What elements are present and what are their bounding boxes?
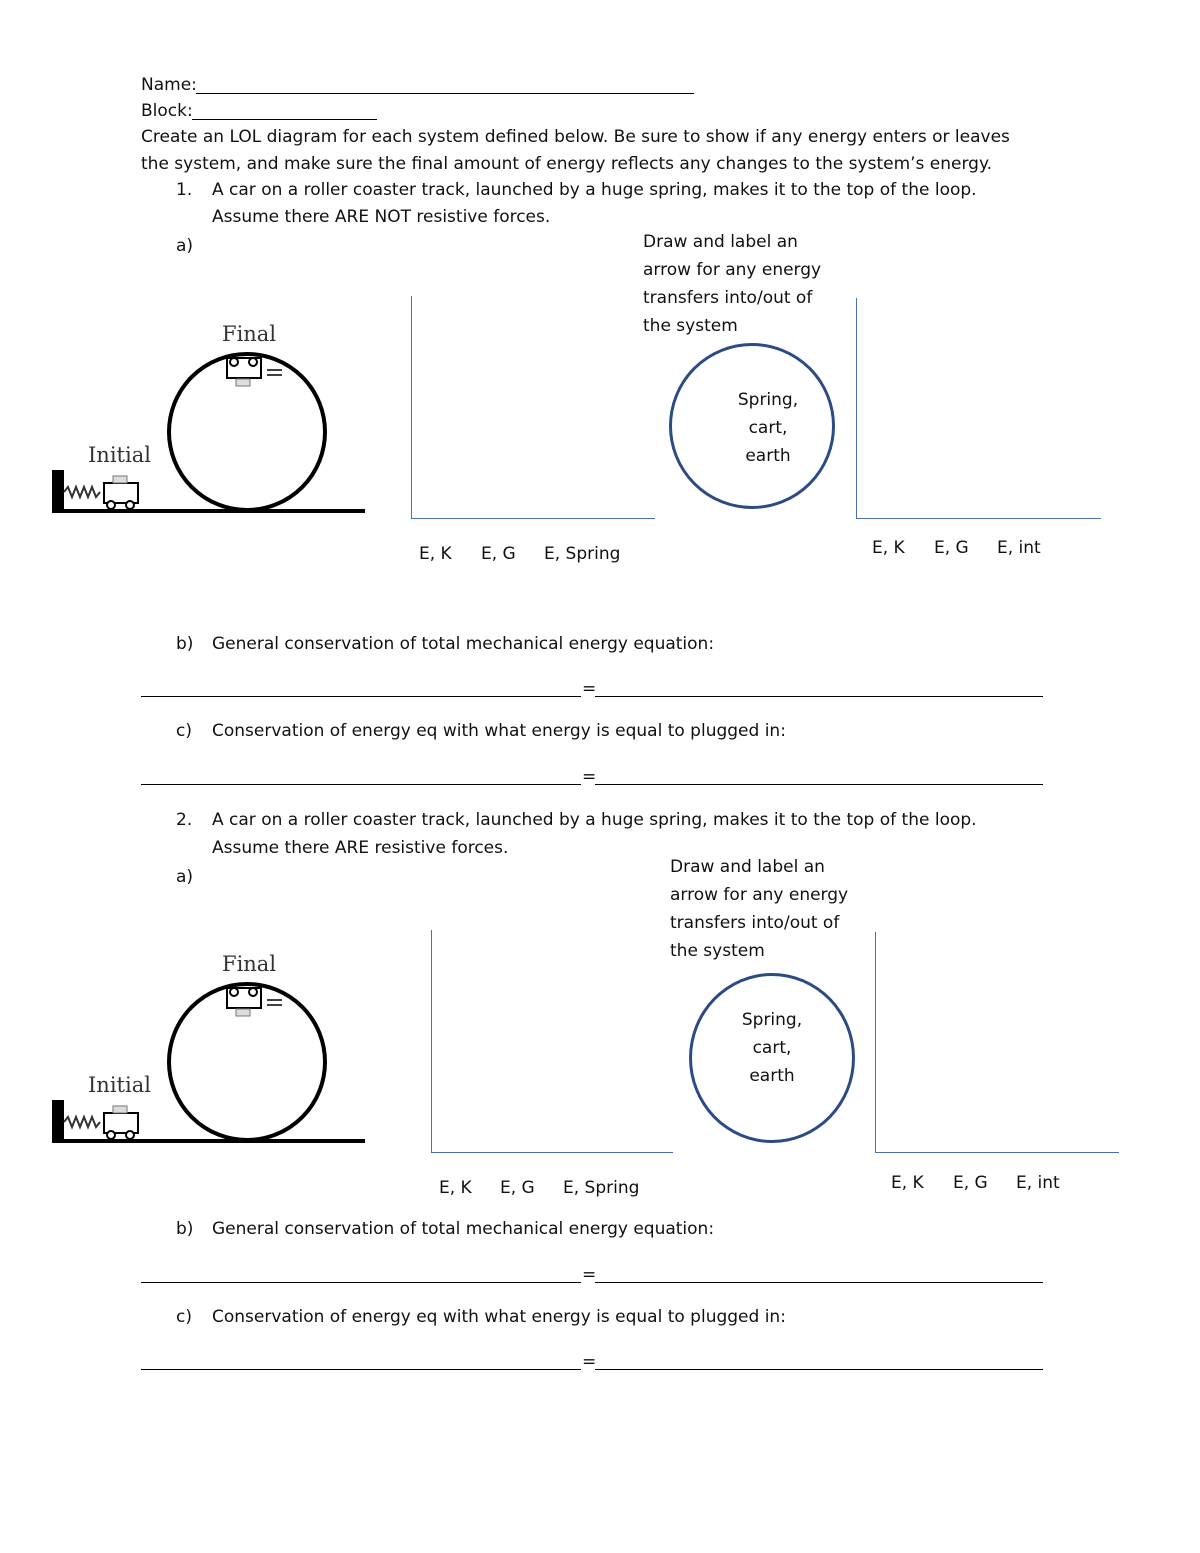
q1-b-left-blank[interactable] [141, 696, 581, 697]
q2-text-line-1: A car on a roller coaster track, launched by a huge spring, makes it to the top of the loop. [212, 810, 977, 830]
q2-final-label: Final [222, 952, 277, 976]
q2-system-item-earth: earth [749, 1066, 795, 1086]
q2-left-bar-chart-y-axis [431, 930, 432, 1152]
q2-left-bar-chart-x-axis [431, 1152, 673, 1153]
name-label: Name: [141, 75, 197, 95]
q1-b-equals: = [582, 679, 597, 699]
q1-text-line-1: A car on a roller coaster track, launched by a huge spring, makes it to the top of the loop. [212, 180, 977, 200]
spring-wall [52, 470, 64, 512]
initial-cart-icon [104, 476, 138, 509]
q1-b-right-blank[interactable] [595, 696, 1043, 697]
q1-right-bar-chart-y-axis [856, 298, 857, 518]
q1-right-bar-chart-x-axis [856, 518, 1101, 519]
q2-system-item-spring: Spring, [741, 1010, 803, 1030]
q1-c-right-blank[interactable] [595, 784, 1043, 785]
q1-part-b-label: b) [176, 634, 194, 654]
q1-part-c-text: Conservation of energy eq with what energy is equal to plugged in: [212, 721, 786, 741]
q1-left-bar-label-ek: E, K [419, 544, 452, 564]
q2-right-bar-label-ek: E, K [891, 1173, 924, 1193]
block-label: Block: [141, 101, 193, 121]
q1-right-bar-label-eg: E, G [934, 538, 969, 558]
q1-right-bar-label-ek: E, K [872, 538, 905, 558]
q2-c-equals: = [582, 1352, 597, 1372]
q2-part-b-label: b) [176, 1219, 194, 1239]
q1-system-item-earth: earth [745, 446, 791, 466]
spring-icon [64, 1117, 100, 1127]
q1-roller-coaster-figure [50, 350, 370, 520]
q1-system-item-cart: cart, [748, 418, 788, 438]
initial-cart-icon [104, 1106, 138, 1139]
q1-part-c-label: c) [176, 721, 192, 741]
q1-system-item-spring: Spring, [737, 390, 799, 410]
q2-system-label [722, 1006, 822, 1090]
q2-number: 2. [176, 810, 193, 830]
q2-arrow-note-line-1: Draw and label an [670, 857, 825, 877]
spring-icon [64, 487, 100, 497]
q1-final-label: Final [222, 322, 277, 346]
q2-left-bar-label-eg: E, G [500, 1178, 535, 1198]
q1-c-left-blank[interactable] [141, 784, 581, 785]
q2-left-bar-label-espring: E, Spring [563, 1178, 640, 1198]
q2-part-b-text: General conservation of total mechanical energy equation: [212, 1219, 715, 1239]
q1-left-bar-chart-x-axis [411, 518, 655, 519]
q2-arrow-note-line-4: the system [670, 941, 765, 961]
q1-arrow-note-line-4: the system [643, 316, 738, 336]
q2-arrow-note-line-3: transfers into/out of [670, 913, 840, 933]
q2-right-bar-chart-x-axis [875, 1152, 1119, 1153]
q2-arrow-note-line-2: arrow for any energy [670, 885, 849, 905]
q1-system-label [718, 386, 818, 470]
name-field-line[interactable] [196, 93, 694, 94]
q1-left-bar-chart-y-axis [411, 296, 412, 518]
q2-roller-coaster-figure [50, 980, 370, 1150]
q2-part-c-label: c) [176, 1307, 192, 1327]
q2-right-bar-label-eint: E, int [1016, 1173, 1060, 1193]
spring-wall [52, 1100, 64, 1142]
q1-left-bar-label-espring: E, Spring [544, 544, 621, 564]
q2-text-line-2: Assume there ARE resistive forces. [212, 838, 509, 858]
final-cart-icon [227, 988, 282, 1016]
final-cart-icon [227, 358, 282, 386]
q1-arrow-note-line-1: Draw and label an [643, 232, 798, 252]
q2-left-bar-label-ek: E, K [439, 1178, 472, 1198]
q1-c-equals: = [582, 767, 597, 787]
q1-part-b-text: General conservation of total mechanical energy equation: [212, 634, 715, 654]
q1-right-bar-label-eint: E, int [997, 538, 1041, 558]
q2-c-right-blank[interactable] [595, 1369, 1043, 1370]
q2-b-right-blank[interactable] [595, 1282, 1043, 1283]
q1-arrow-note-line-3: transfers into/out of [643, 288, 813, 308]
q1-initial-label: Initial [88, 443, 151, 467]
q2-b-left-blank[interactable] [141, 1282, 581, 1283]
q2-right-bar-chart-y-axis [875, 932, 876, 1152]
q1-left-bar-label-eg: E, G [481, 544, 516, 564]
q1-arrow-note-line-2: arrow for any energy [643, 260, 822, 280]
q1-number: 1. [176, 180, 193, 200]
q2-system-item-cart: cart, [752, 1038, 792, 1058]
q2-part-a-label: a) [176, 867, 194, 887]
q1-part-a-label: a) [176, 236, 194, 256]
q2-b-equals: = [582, 1265, 597, 1285]
instructions-line-2: the system, and make sure the final amount of energy reflects any changes to the system’s energy. [141, 154, 993, 174]
instructions-line-1: Create an LOL diagram for each system defined below. Be sure to show if any energy enters or leaves [141, 127, 1010, 147]
q2-initial-label: Initial [88, 1073, 151, 1097]
q2-part-c-text: Conservation of energy eq with what energy is equal to plugged in: [212, 1307, 786, 1327]
q2-right-bar-label-eg: E, G [953, 1173, 988, 1193]
q1-text-line-2: Assume there ARE NOT resistive forces. [212, 207, 551, 227]
q2-c-left-blank[interactable] [141, 1369, 581, 1370]
block-field-line[interactable] [192, 119, 377, 120]
